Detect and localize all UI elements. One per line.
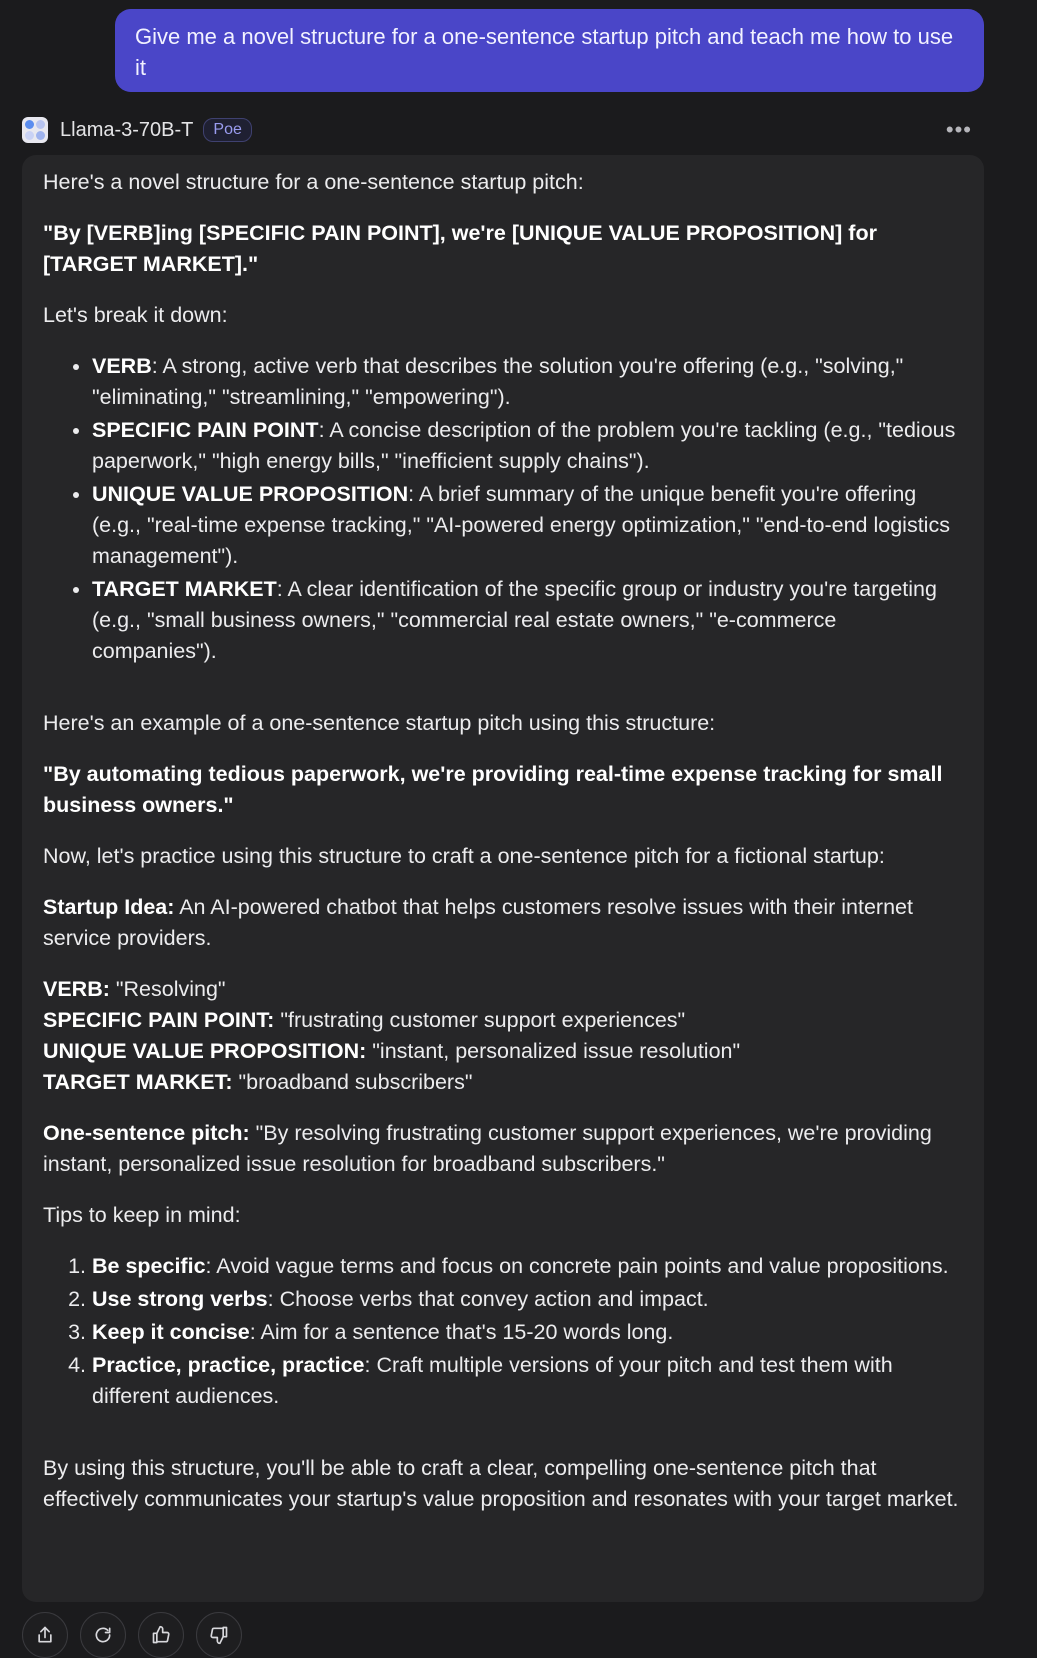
poe-badge: Poe xyxy=(203,118,251,142)
dislike-button[interactable] xyxy=(196,1612,242,1658)
user-message-bubble xyxy=(115,9,984,92)
example-intro: Here's an example of a one-sentence startup pitch using this structure: xyxy=(43,711,716,735)
part-text: : A clear identification of the specific group or industry you're targeting (e.g., "small business owners," "commercial real estate owners," "e-commerce companies"). xyxy=(92,577,937,663)
tip-term: Use strong verbs xyxy=(92,1287,268,1311)
list-item xyxy=(92,351,963,413)
tip-term: Keep it concise xyxy=(92,1320,250,1344)
share-button[interactable] xyxy=(22,1612,68,1658)
avatar-dot xyxy=(36,131,45,140)
list-item xyxy=(92,1251,963,1282)
part-term: TARGET MARKET xyxy=(92,577,277,601)
part-text: : A strong, active verb that describes the solution you're offering (e.g., "solving," "eliminating," "streamlining," "empowering"). xyxy=(92,354,904,409)
field-value: "frustrating customer support experiences" xyxy=(274,1008,686,1032)
list-item xyxy=(92,1317,963,1348)
field-label: SPECIFIC PAIN POINT: xyxy=(43,1008,275,1032)
example-pitch: "By automating tedious paperwork, we're providing real-time expense tracking for small business owners." xyxy=(43,762,943,817)
list-item xyxy=(92,415,963,477)
like-button[interactable] xyxy=(138,1612,184,1658)
tip-term: Practice, practice, practice xyxy=(92,1353,365,1377)
pitch-fields xyxy=(43,974,963,1098)
conclusion-text: By using this structure, you'll be able to craft a clear, compelling one-sentence pitch that effectively communicates your startup's value proposition and resonates with your target market. xyxy=(43,1456,959,1511)
pitch-template: "By [VERB]ing [SPECIFIC PAIN POINT], we're [UNIQUE VALUE PROPOSITION] for [TARGET MARKET]." xyxy=(43,221,877,276)
field-value: "broadband subscribers" xyxy=(232,1070,473,1094)
avatar-dot xyxy=(36,120,45,129)
part-text: : A brief summary of the unique benefit you're offering (e.g., "real-time expense tracking," "AI-powered energy optimization," "end-to-end logistics management"). xyxy=(92,482,950,568)
tip-text: : Craft multiple versions of your pitch and test them with different audiences. xyxy=(92,1353,893,1408)
structure-parts-list xyxy=(43,351,963,667)
practice-intro: Now, let's practice using this structure to craft a one-sentence pitch for a fictional startup: xyxy=(43,844,885,868)
tips-list xyxy=(43,1251,963,1412)
avatar-dot xyxy=(25,131,34,140)
field-line xyxy=(43,1036,963,1067)
bot-name[interactable]: Llama-3-70B-T xyxy=(60,118,194,141)
bot-response-card xyxy=(22,155,984,1602)
field-label: TARGET MARKET: xyxy=(43,1070,233,1094)
tip-term: Be specific xyxy=(92,1254,206,1278)
more-options-button[interactable]: ••• xyxy=(945,117,972,142)
part-term: VERB xyxy=(92,354,152,378)
field-value: "Resolving" xyxy=(109,977,226,1001)
tip-text: : Choose verbs that convey action and impact. xyxy=(267,1287,709,1311)
field-line xyxy=(43,1005,963,1036)
list-item xyxy=(92,1350,963,1412)
tip-text: : Aim for a sentence that's 15-20 words long. xyxy=(249,1320,674,1344)
user-message-text: Give me a novel structure for a one-sentence startup pitch and teach me how to use it xyxy=(135,24,954,80)
field-label: VERB: xyxy=(43,977,110,1001)
field-label: UNIQUE VALUE PROPOSITION: xyxy=(43,1039,367,1063)
field-line xyxy=(43,1067,963,1098)
field-value: "instant, personalized issue resolution" xyxy=(366,1039,741,1063)
one-sentence-pitch xyxy=(43,1118,963,1180)
tip-text: : Avoid vague terms and focus on concrete pain points and value propositions. xyxy=(205,1254,949,1278)
thumbs-up-icon xyxy=(151,1625,171,1645)
startup-text: An AI-powered chatbot that helps customers resolve issues with their internet service providers. xyxy=(43,895,913,950)
bot-avatar[interactable] xyxy=(22,117,48,143)
part-text: : A concise description of the problem you're tackling (e.g., "tedious paperwork," "high energy bills," "inefficient supply chains"). xyxy=(92,418,956,473)
startup-idea xyxy=(43,892,963,954)
field-line xyxy=(43,974,963,1005)
bot-header xyxy=(22,112,984,148)
list-item xyxy=(92,479,963,572)
pitch-label: One-sentence pitch: xyxy=(43,1121,250,1145)
retry-button[interactable] xyxy=(80,1612,126,1658)
breakdown-intro: Let's break it down: xyxy=(43,303,228,327)
part-term: UNIQUE VALUE PROPOSITION xyxy=(92,482,409,506)
share-icon xyxy=(35,1625,55,1645)
tips-intro: Tips to keep in mind: xyxy=(43,1203,241,1227)
message-action-bar xyxy=(22,1612,242,1658)
part-term: SPECIFIC PAIN POINT xyxy=(92,418,319,442)
avatar-dot xyxy=(25,120,34,129)
intro-text: Here's a novel structure for a one-sentence startup pitch: xyxy=(43,170,584,194)
list-item xyxy=(92,1284,963,1315)
pitch-text: "By resolving frustrating customer support experiences, we're providing instant, personalized issue resolution for broadband subscribers." xyxy=(43,1121,932,1176)
list-item xyxy=(92,574,963,667)
thumbs-down-icon xyxy=(209,1625,229,1645)
startup-label: Startup Idea: xyxy=(43,895,175,919)
retry-icon xyxy=(93,1625,113,1645)
